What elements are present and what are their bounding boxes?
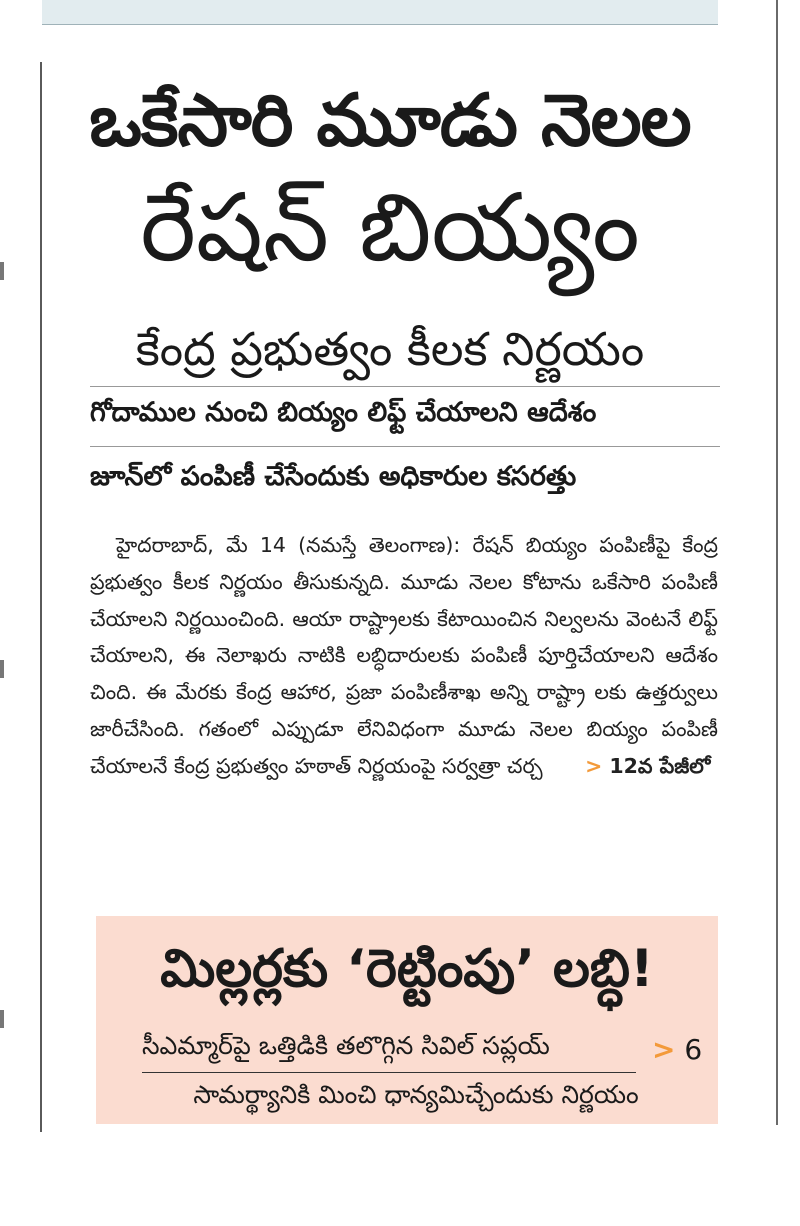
related-story-underline [142,1072,636,1073]
related-story-page-number: 6 [684,1033,703,1066]
article-body-text: హైదరాబాద్, మే 14 (నమస్తే తెలంగాణ): రేషన్ బియ్యం పంపిణీపై కేంద్ర ప్రభుత్వం కీలక నిర్ణయం తీసుకున్నది. మూడు నెలల కోటాను ఒకేసారి పంపిణీ చేయాలని నిర్ణయించింది. ఆయా రాష్ట్రాలకు కేటాయించిన నిల్వలను వెంటనే లిఫ్ట్ చేయాలని, ఈ నెలాఖరు నాటికి లబ్ధిదారులకు పంపిణీ పూర్తిచేయాలని ఆదేశం చింది. ఈ మేరకు కేంద్ర ఆహార, ప్రజా పంపిణీశాఖ అన్ని రాష్ట్రా లకు ఉత్తర్వులు జారీచేసింది. గతంలో ఎప్పుడూ లేనివిధంగా మూడు నెలల బియ్యం పంపిణీ చేయాలనే కేంద్ర ప్రభుత్వం హఠాత్ నిర్ణయంపై సర్వత్రా చర్చ [90,533,718,778]
subhead-1: గోదాముల నుంచి బియ్యం లిఫ్ట్ చేయాలని ఆదేశం [90,397,597,428]
side-mark [0,262,4,280]
subhead-2: జూన్‌లో పంపిణీ చేసేందుకు అధికారుల కసరత్తు [90,461,577,492]
top-band [42,0,718,25]
column-rule-right [776,0,778,1125]
divider [90,386,720,387]
continued-label: 12వ పేజీలో [609,753,711,778]
continue-arrow-icon: > [585,753,603,778]
side-mark [0,660,4,678]
continued-link[interactable] [585,754,710,778]
headline-deck: కేంద్ర ప్రభుత్వం కీలక నిర్ణయం [135,322,645,376]
related-story-line-1: సీఎమ్మార్‌పై ఒత్తిడికి తలొగ్గిన సివిల్ సప్లయ్ [142,1031,550,1060]
page-arrow-icon: > [652,1033,676,1066]
side-mark [0,1010,4,1028]
headline-main: రేషన్ బియ్యం [140,174,640,283]
related-story-title: మిల్లర్లకు ‘రెట్టింపు’ లబ్ధి! [160,939,654,999]
headline-kicker: ఒకేసారి మూడు నెలల [89,78,691,162]
related-story-line-2: సామర్థ్యానికి మించి ధాన్యమిచ్చేందుకు నిర్ణయం [193,1080,639,1109]
related-story-page[interactable] [652,1030,702,1070]
related-story-box[interactable] [96,916,718,1124]
column-rule-left [40,62,42,1132]
divider [90,446,720,447]
article-body [90,527,718,785]
